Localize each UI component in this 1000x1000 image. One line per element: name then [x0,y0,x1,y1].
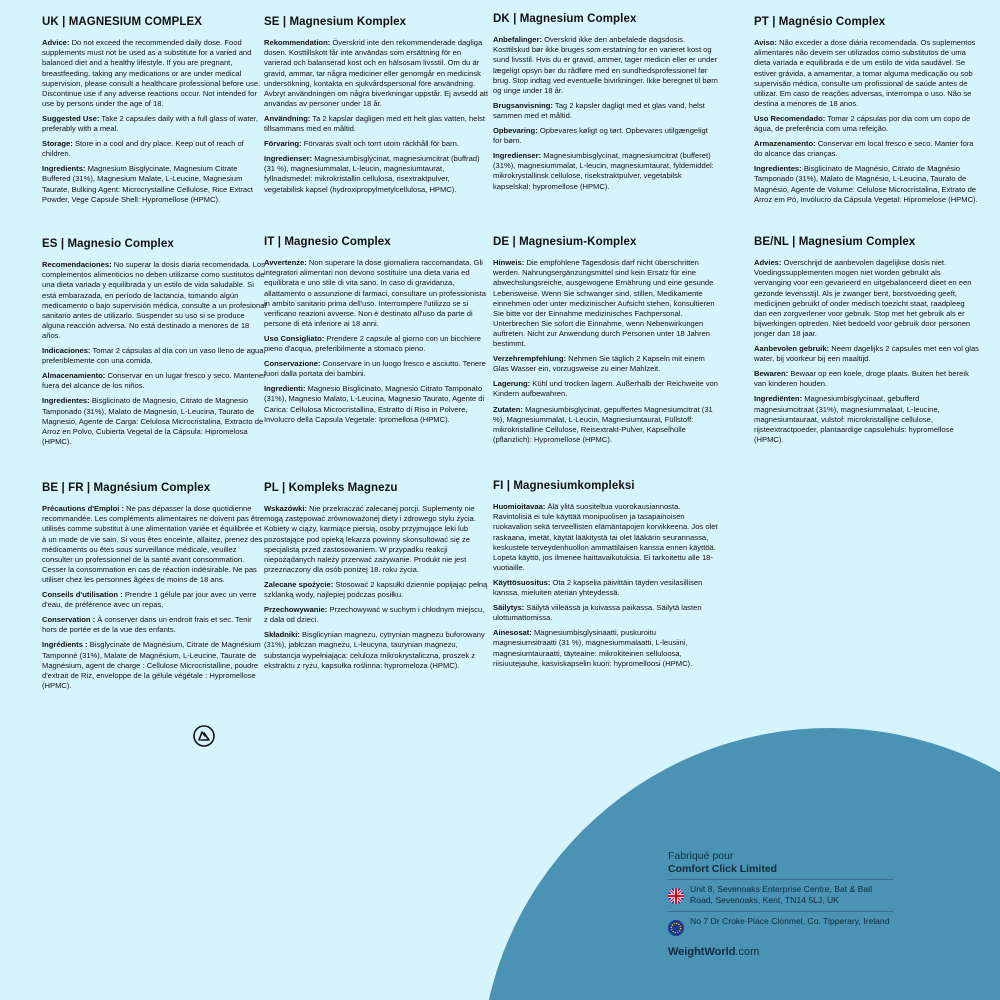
ingredients-label: Ingredients: [42,164,86,174]
eu-flag-icon [668,920,684,936]
website-link[interactable] [668,946,893,958]
use-label: Användning: [264,113,311,123]
advice-label: Précautions d'Emploi : [42,504,124,514]
ingredients-text: Bisglycinate de Magnésium, Citrate de Magnésium Tamponné (31%), Malate de Magnésium, L-Leucine, Taurate de Magnésium, agent de charge : Cellulose Microcristalline, poudre d'extrait de Riz, enveloppe de la gélule végétale : Hypromellose (HPMC). [42,640,261,690]
section-title: BE/NL | Magnesium Complex [754,236,916,248]
ingredients-label: Ainesosat: [493,628,532,638]
use-label: Verzehrempfehlung: [493,354,566,364]
use-text: Neem dagelijks 2 capsules met een vol glas water, bij voorkeur bij een maaltijd. [754,344,979,364]
storage-text: Säilytä viileässä ja kuivassa paikassa. Säilytä lasten ulottumattomissa. [493,603,702,623]
section-fi [493,479,718,674]
section-title: UK | MAGNESIUM COMPLEX [42,16,203,28]
ingredients-text: Bisglicinato de Magnesio, Citrato de Magnesio Tamponado (31%), Malato de Magnesio, L-Leucina, Taurato de Magnesio, Agente de Carga: Celulosa Microcristalina, Extracto de Arroz en Polvo, Cubierta Vegetal de la Cápsula: Hipromelosa (HPMC). [42,396,264,446]
manufacturer-info [668,850,893,958]
storage-label: Armazenamento: [754,139,816,149]
advice-label: Hinweis: [493,258,525,268]
storage-text: Kühl und trocken lagern. Außerhalb der Reichweite von Kindern aufbewahren. [493,379,718,399]
use-label: Uso Consigliato: [264,333,325,343]
storage-label: Lagerung: [493,379,531,389]
section-title: FI | Magnesiumkompleksi [493,480,635,492]
use-text: Tag 2 kapsler dagligt med et glas vand, helst sammen med et måltid. [493,100,705,120]
website-name: WeightWorld [668,945,736,958]
storage-text: Conservare in un luogo fresco e asciutto. Tenere fuori dalla portata dei bambini. [264,359,486,379]
use-text: Take 2 capsules daily with a full glass of water, preferably with a meal. [42,113,258,134]
section-title: DK | Magnesium Complex [493,13,637,25]
ingredients-label: Ingrediënten: [754,394,803,404]
section-title: IT | Magnesio Complex [264,236,391,248]
storage-label: Przechowywanie: [264,605,328,615]
uk-address [668,879,893,911]
section-title: PT | Magnésio Complex [754,16,886,28]
use-label: Uso Recomendado: [754,113,826,123]
ingredients-label: Składniki: [264,630,300,640]
company-name: Comfort Click Limited [668,862,778,875]
ingredients-text: Magnesiumbisglysinaatti, puskuroitu magnesiumsitraatti (31 %), magnesiummalaatti, L-leusiini, magnesiumtauraatti, täyteaine: mikrokiteinen selluloosa, riisiuutejauhe, kasviskapselin kuori: hypromelloosi (HPMC). [493,628,693,668]
use-text: Stosować 2 kapsułki dziennie popijając pełną szklanką wody, najlepiej podczas posiłku. [264,579,488,600]
storage-text: Conservar em local fresco e seco. Manter fora do alcance das crianças. [754,139,974,159]
use-text: Ta 2 kapslar dagligen med ett helt glas vatten, helst tillsammans med en måltid. [264,113,486,134]
advice-text: Overschrijd de aanbevolen dagelijkse dosis niet. Voedingssupplementen mogen niet worden gebruikt als vervanging voor een gevarieerd en uitgebalanceerd dieet en een gezonde levensstijl. Als je zwanger bent, borstvoeding geeft, medicijnen gebruikt of onder medisch toezicht staat, raadpleeg dan een zorgverlener voor gebruik. Stop met het gebruik als er bijwerkingen optreden. Niet bedoeld voor gebruik door personen jonger dan 18 jaar. [754,258,972,338]
section-se [264,15,489,200]
use-text: Prendere 2 capsule al giorno con un bicchiere pieno d'acqua, preferibilmente a stomaco pieno. [264,333,481,354]
advice-label: Avvertenze: [264,258,307,268]
advice-label: Advice: [42,38,70,48]
advice-text: Nie przekraczać zalecanej porcji. Suplementy nie mogą zastępować zrównoważonej diety i zdrowego stylu życia. Kobiety w ciąży, karmiące piersią, osoby przyjmujące leki lub pozostające pod opieką lekarza powinny skonsultować się ze specjalistą przed zastosowaniem. W przypadku reakcji niepożądanych należy przerwać zażywanie. Produkt nie jest przeznaczony dla osób poniżej 18. roku życia. [264,504,476,574]
use-text: Ota 2 kapselia päivittäin täyden vesilasillisen kanssa, mieluiten aterian yhteydessä. [493,577,703,598]
use-text: Tomar 2 cápsulas al día con un vaso lleno de agua, preferiblemente con una comida. [42,346,266,366]
advice-label: Anbefalinger: [493,35,542,45]
section-de [493,235,718,450]
storage-text: Conservar en un lugar fresco y seco. Mantener fuera del alcance de los niños. [42,371,266,391]
use-label: Conseils d'utilisation : [42,590,123,600]
ingredients-text: Magnesiumbisglycinaat, gebufferd magnesiumcitraat (31%), magnesiummalaat, L-leucine, magnesiumtauraat, vulstof: microkristallijne cellulose, rijsteextractpoeder, plantaardige capsulehuls: hypromellose (HPMC). [754,394,954,444]
section-pl [264,481,489,676]
ingredients-text: Magnesiumbisglycinat, gepuffertes Magnesiumcitrat (31 %), Magnesiummalat, L-Leucin, Magnesiumtaurat, Füllstoff: mikrokristalline Cellulose, Reisextrakt-Pulver, Kapselhülle (pflanzlich): Hypromellose (HPMC). [493,404,713,444]
section-pt [754,15,979,210]
ingredients-label: Ingrédients : [42,640,88,650]
advice-label: Recomendaciones: [42,260,112,270]
use-label: Indicaciones: [42,346,91,356]
use-label: Suggested Use: [42,113,100,123]
storage-text: Przechowywać w suchym i chłodnym miejscu, z dala od dzieci. [264,605,485,625]
advice-text: No superar la dosis diaria recomendada. Los complementos alimenticios no deben utilizarse como sustitutos de una dieta variada y equilibrada y un estilo de vida saludable. Si está embarazada, en período de lactancia, tomando algún medicamento o bajo supervisión médica, consulte a un profesional sanitario antes de utilizarlo. Suspender su uso si se produce alguna reacción adversa. No está destinado a menores de 18 años. [42,260,267,340]
storage-label: Säilytys: [493,603,525,613]
ingredients-label: Ingredienser: [493,151,542,161]
ie-address-text: No 7 Dr Croke Place Clonmel, Co. Tipperary, Ireland [690,915,890,926]
section-title: BE | FR | Magnésium Complex [42,482,211,494]
storage-text: Opbevares køligt og tørt. Opbevares utilgængeligt for børn. [493,126,708,146]
section-es [42,237,267,452]
ingredients-label: Ingredienti: [264,384,306,394]
storage-label: Bewaren: [754,369,789,379]
ingredients-text: Magnesio Bisglicinato, Magnesio Citrato Tamponato (31%), Magnesio Malato, L-Leucina, Magnesio Taurato, Agente di Carica: Cellulosa Microcristallina, Estratto di Riso in Polvere, Involucro della Capsula Vegetale: Ipromellosa (HPMC). [264,384,485,424]
use-label: Brugsanvisning: [493,100,553,110]
ingredients-text: Magnesium Bisglycinate, Magnesium Citrate Buffered (31%), Magnesium Malate, L-Leucine, Magnesium Taurate, Bulking Agent: Microcrystalline Cellulose, Rice Extract Powder, Vege Capsule Shell: Hypromellose (HPMC). [42,164,254,204]
advice-label: Advies: [754,258,782,268]
use-label: Aanbevolen gebruik: [754,344,830,354]
made-for-label: Fabriqué pour [668,850,734,862]
storage-text: Bewaar op een koele, droge plaats. Buiten het bereik van kinderen houden. [754,369,969,389]
ingredients-text: Bisglicynian magnezu, cytrynian magnezu buforowany (31%), jabłczan magnezu, L-leucyna, taurynian magnezu, substancja wypełniająca: celuloza mikrokrystaliczna, proszek z ekstraktu z ryżu, kapsułka roślinna: hypromeloza (HPMC). [264,630,485,670]
advice-label: Aviso: [754,38,777,48]
ingredients-label: Ingredientes: [754,164,802,174]
uk-address-text: Unit 8, Sevenoaks Enterprise Centre, Bat & Ball Road, Sevenoaks, Kent, TN14 5LJ, UK [690,883,872,906]
storage-text: Förvaras svalt och torrt utom räckhåll för barn. [303,139,459,149]
storage-label: Conservation : [42,615,96,625]
ingredients-text: Magnesiumbisglycinat, magnesiumcitrat (buffrad) (31 %), magnesiummalat, L-leucin, magnesiumtaurat, fyllnadsmedel: mikrokristallin cellulosa, risextraktpulver, vegetabilisk kapsel (hydroxipropylmetylcellulosa, HPMC). [264,154,480,194]
advice-text: Die empfohlene Tagesdosis darf nicht überschritten werden. Nahrungsergänzungsmittel sind kein Ersatz für eine abwechslungsreiche, ausgewogene Ernährung und eine gesunde Lebensweise. Wenn Sie schwanger sind, stillen, Medikamente einnehmen oder unter medizinischer Aufsicht stehen, konsultieren Sie bitte vor der Einnahme medizinisches Fachpersonal. Unterbrechen Sie sofort die Einnahme, wenn Nebenwirkungen auftreten. Nicht zur Anwendung durch Personen unter 18 Jahren bestimmt. [493,258,715,349]
advice-text: Älä ylitä suositeltua vuorokausiannosta. Ravintolisiä ei tule käyttää monipuolisen ja tasapainoisen ruokavalion sekä terveellisten elämäntapojen korvikkeena. Jos olet raskaana, imetät, käytät lääkitystä tai olet lääkärin seurannassa, keskustele terveydenhuollon ammattilaisen kanssa ennen käyttöä. Lopeta käyttö, jos ilmenee haittavaikutuksia. Ei tarkoitettu alle 18-vuotiaille. [493,502,718,572]
use-label: Käyttösuositus: [493,577,551,587]
advice-text: Överskrid inte den rekommenderade dagliga dosen. Kosttillskott får inte användas som ersättning för en varierad och balanserad kost och en hälsosam livsstil. Om du är gravid, ammar, tar några mediciner eller genomgår en medicinsk undersökning, kontakta en sjukvårdspersonal före användning. Avbryt användningen om några biverkningar uppstår. Ej avsedd att användas av personer under 18 år. [264,38,489,108]
use-label: Zalecane spożycie: [264,579,334,589]
section-title: ES | Magnesio Complex [42,238,174,250]
section-be-nl [754,235,979,450]
ingredients-label: Ingredientes: [42,396,90,406]
advice-text: Do not exceed the recommended daily dose. Food supplements must not be used as a substitute for a varied and balanced diet and a healthy lifestyle. If you are pregnant, breastfeeding, taking any medications or are under medical supervision, please consult a healthcare professional before use. Discontinue use if any adverse reactions occur. Not intended for use by persons under the age of 18. [42,38,261,108]
section-be-fr [42,481,267,696]
storage-text: À conserver dans un endroit frais et sec. Tenir hors de portée et de la vue des enfants. [42,615,252,635]
advice-text: Overskrid ikke den anbefalede dagsdosis. Kosttilskud bør ikke bruges som erstatning for en varieret kost og sund livsstil. Hvis du er gravid, ammer, tager medicin eller er under lægeligt opsyn bør du rådføre med en sundhedsprofessionel før brug. Stop indtag ved eventuelle bivirkninger. Ikke beregnet til børn og unge under 18 år. [493,35,718,95]
section-title: SE | Magnesium Komplex [264,16,407,28]
advice-label: Wskazówki: [264,504,308,514]
use-text: Tomar 2 cápsulas por dia com um copo de água, de preferência com uma refeição. [754,113,971,134]
ie-address [668,911,893,940]
advice-text: Ne pas dépasser la dose quotidienne recommandée. Les compléments alimentaires ne doivent pas être utilisés comme substitut à une alimentation variée et équilibrée et à un mode de vie sain. Si vous êtes enceinte, allaitez, prenez des médicaments ou êtes sous surveillance médicale, veuillez consulter un professionnel de la santé avant consommation. Cesser la consommation en cas de réaction indésirable. Ne pas utiliser chez les personnes âgées de moins de 18 ans. [42,504,265,584]
uk-flag-icon [668,888,684,904]
section-uk [42,15,267,210]
ingredients-text: Magnesiumbisglycinat, magnesiumcitrat (bufferet) (31%), magnesiummalat, L-leucin, magnesiumtaurat, fyldemiddel: mikrokrystallinsk cellulose, risekstraktpulver, vegetabilsk kapselskal: hypromellose (HPMC). [493,151,714,191]
ingredients-label: Zutaten: [493,404,523,414]
recycle-icon [192,724,216,748]
storage-text: Store in a cool and dry place. Keep out of reach of children. [42,139,244,159]
storage-label: Almacenamiento: [42,371,106,381]
ingredients-text: Bisglicinato de Magnésio, Citrato de Magnésio Tamponado (31%), Malato de Magnésio, L-Leucina, Taurato de Magnésio, Agente de Volume: Celulose Microcristalina, Extrato de Arroz em Pó, Invólucro da Cápsula Vegetal: Hipromelose (HPMC). [754,164,978,204]
use-text: Prendre 1 gélule par jour avec un verre d'eau, de préférence avec un repas. [42,590,257,610]
website-domain: .com [735,945,760,958]
section-dk [493,12,718,197]
section-title: DE | Magnesium-Komplex [493,236,637,248]
use-text: Nehmen Sie täglich 2 Kapseln mit einem Glas Wasser ein, vorzugsweise zu einer Mahlzeit. [493,354,705,374]
storage-label: Conservazione: [264,359,321,369]
storage-label: Förvaring: [264,139,302,149]
advice-label: Rekommendation: [264,38,331,48]
storage-label: Opbevaring: [493,126,538,136]
advice-text: Não exceder a dose diária recomendada. Os suplementos alimentares não devem ser utilizados como substitutos de uma dieta variada e equilibrada e de um estilo de vida saudável. Se estiver grávida, a amamentar, a tomar alguma medicação ou sob supervisão médica, consulte um profissional de saúde antes de utilizar. Em caso de reações adversas, interrompa o uso. Não se destina a menores de 18 anos. [754,38,976,108]
storage-label: Storage: [42,139,73,149]
ingredients-label: Ingredienser: [264,154,313,164]
section-title: PL | Kompleks Magnezu [264,482,398,494]
advice-text: Non superare la dose giornaliera raccomandata. Gli integratori alimentari non devono sostituire una dieta varia ed equilibrata e uno stile di vita sano. In caso di gravidanza, allattamento o assunzione di farmaci, consultare un professionista in ambito sanitario prima dell'uso. Interrompere l'utilizzo se si verificano reazioni avverse. Non è destinato all'uso da parte di persone di età inferiore ai 18 anni. [264,258,487,328]
section-it [264,235,489,430]
advice-label: Huomioitavaa: [493,502,546,512]
